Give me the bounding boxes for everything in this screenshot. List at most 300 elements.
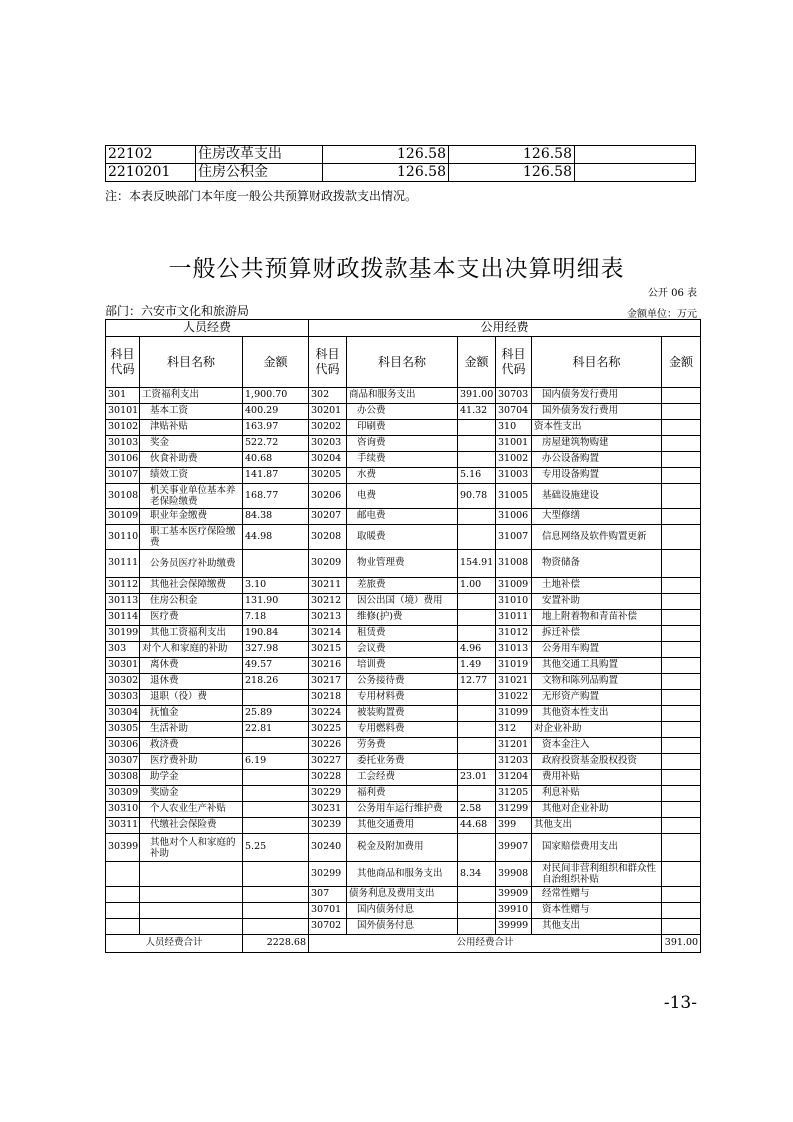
cell-n1: 助学金 <box>140 770 243 786</box>
cell-c1: 30199 <box>106 626 140 642</box>
public-group-header: 公用经费 <box>309 320 701 337</box>
cell-c1: 30399 <box>106 834 140 862</box>
cell-a3 <box>662 578 701 594</box>
cell-a2: 4.96 <box>458 642 496 658</box>
cell-n1: 工资福利支出 <box>140 388 243 404</box>
cell-a1: 6.19 <box>243 754 309 770</box>
cell-a3 <box>662 754 701 770</box>
cell-a1: 163.97 <box>243 420 309 436</box>
cell-n1: 职工基本医疗保险缴费 <box>140 525 243 550</box>
cell-c1: 303 <box>106 642 140 658</box>
cell-c3: 31099 <box>496 706 532 722</box>
cell-c2: 30209 <box>309 550 347 578</box>
cell-n3: 对民间非营利组织和群众性自治组织补贴 <box>532 862 662 887</box>
cell-n2: 租赁费 <box>347 626 458 642</box>
cell-c3: 31299 <box>496 802 532 818</box>
table-row <box>106 610 701 626</box>
cell-n1: 住房公积金 <box>140 594 243 610</box>
department-label: 部门：六安市文化和旅游局 <box>105 304 250 318</box>
cell-a3 <box>662 674 701 690</box>
cell-c3: 31005 <box>496 484 532 509</box>
cell-c3: 312 <box>496 722 532 738</box>
cell-n1: 救济费 <box>140 738 243 754</box>
cell-a2 <box>458 525 496 550</box>
cell-c2: 30228 <box>309 770 347 786</box>
cell-c2: 30702 <box>309 919 347 935</box>
cell-n1: 津贴补贴 <box>140 420 243 436</box>
table-row <box>106 388 701 404</box>
col-header-name: 科目名称 <box>347 337 458 388</box>
cell-n3: 基础设施建设 <box>532 484 662 509</box>
cell-n2: 工会经费 <box>347 770 458 786</box>
cell-n1: 其他工资福利支出 <box>140 626 243 642</box>
cell-a2: 23.01 <box>458 770 496 786</box>
cell-n2: 维修(护)费 <box>347 610 458 626</box>
cell-n3: 物资储备 <box>532 550 662 578</box>
cell-a1 <box>243 818 309 834</box>
cell-c1 <box>106 903 140 919</box>
cell-n2: 手续费 <box>347 452 458 468</box>
cell-a2 <box>458 706 496 722</box>
cell-c3: 31002 <box>496 452 532 468</box>
cell-c3: 31009 <box>496 578 532 594</box>
public-total-label: 公用经费合计 <box>309 935 662 953</box>
cell-a3 <box>662 919 701 935</box>
cell-n2: 办公费 <box>347 404 458 420</box>
cell-n3: 土地补偿 <box>532 578 662 594</box>
cell-n1: 机关事业单位基本养老保险缴费 <box>140 484 243 509</box>
cell-c2: 30205 <box>309 468 347 484</box>
cell-a2 <box>458 786 496 802</box>
cell-n1: 医疗费 <box>140 610 243 626</box>
cell-a3 <box>662 594 701 610</box>
cell-a3 <box>662 509 701 525</box>
cell-n3: 文物和陈列品购置 <box>532 674 662 690</box>
cell-a3 <box>662 626 701 642</box>
cell-n1: 基本工资 <box>140 404 243 420</box>
cell-n3: 公务用车购置 <box>532 642 662 658</box>
cell-a3 <box>662 770 701 786</box>
table-row <box>106 658 701 674</box>
cell-n3: 其他对企业补助 <box>532 802 662 818</box>
cell-c2: 30224 <box>309 706 347 722</box>
table-row <box>106 594 701 610</box>
cell-n2: 电费 <box>347 484 458 509</box>
cell-a2 <box>458 738 496 754</box>
cell-c2: 30206 <box>309 484 347 509</box>
cell-a1 <box>243 738 309 754</box>
cell-a2 <box>458 887 496 903</box>
cell-a2: 391.00 <box>458 388 496 404</box>
cell-c2: 30701 <box>309 903 347 919</box>
cell-a1 <box>243 690 309 706</box>
cell-a1: 5.25 <box>243 834 309 862</box>
cell-n2: 专用燃料费 <box>347 722 458 738</box>
cell-c1: 301 <box>106 388 140 404</box>
table-row <box>106 834 701 862</box>
cell-c1: 30307 <box>106 754 140 770</box>
col-header-name: 科目名称 <box>140 337 243 388</box>
cell-a1: 400.29 <box>243 404 309 420</box>
cell-n3: 无形资产购置 <box>532 690 662 706</box>
cell-a3 <box>662 818 701 834</box>
table-row <box>106 738 701 754</box>
cell-a2 <box>458 436 496 452</box>
cell-c1: 30301 <box>106 658 140 674</box>
table-row <box>106 626 701 642</box>
cell-a3 <box>662 903 701 919</box>
cell-c3: 31003 <box>496 468 532 484</box>
cell-c1: 30308 <box>106 770 140 786</box>
cell-n1: 职业年金缴费 <box>140 509 243 525</box>
unit-label: 金额单位：万元 <box>627 309 697 320</box>
cell-a3 <box>662 706 701 722</box>
cell-n1: 退职（役）费 <box>140 690 243 706</box>
cell-a2 <box>458 834 496 862</box>
cell-n2: 公务接待费 <box>347 674 458 690</box>
cell-a1: 40.68 <box>243 452 309 468</box>
cell-n2: 委托业务费 <box>347 754 458 770</box>
cell-c3: 31012 <box>496 626 532 642</box>
cell-a2 <box>458 626 496 642</box>
cell-c3: 310 <box>496 420 532 436</box>
cell-a1: 1,900.70 <box>243 388 309 404</box>
table-row <box>106 919 701 935</box>
cell-n3: 资本金注入 <box>532 738 662 754</box>
cell-a2 <box>458 690 496 706</box>
top-table-row <box>106 164 696 182</box>
cell-a3 <box>662 862 701 887</box>
table-row <box>106 404 701 420</box>
personnel-group-header: 人员经费 <box>106 320 309 337</box>
cell-c1: 30110 <box>106 525 140 550</box>
col-header-amount: 金额 <box>662 337 701 388</box>
cell-a3 <box>662 802 701 818</box>
cell-c1: 30309 <box>106 786 140 802</box>
cell-c1: 30108 <box>106 484 140 509</box>
cell-c2: 30229 <box>309 786 347 802</box>
cell-c2: 30239 <box>309 818 347 834</box>
cell-c2: 30212 <box>309 594 347 610</box>
table-row <box>106 509 701 525</box>
table-row <box>106 770 701 786</box>
col-header-code: 科目代码 <box>106 337 140 388</box>
cell-a2: 5.16 <box>458 468 496 484</box>
cell-a1 <box>243 550 309 578</box>
table-row <box>106 525 701 550</box>
cell-a1: 218.26 <box>243 674 309 690</box>
table-row <box>106 578 701 594</box>
cell-a2: 154.91 <box>458 550 496 578</box>
cell-c2: 30225 <box>309 722 347 738</box>
cell-c1 <box>106 862 140 887</box>
cell-a2 <box>458 903 496 919</box>
table-row <box>106 887 701 903</box>
cell-c1: 30306 <box>106 738 140 754</box>
cell-a3 <box>662 484 701 509</box>
cell-n2: 国外债务付息 <box>347 919 458 935</box>
table-row <box>106 436 701 452</box>
cell-c2: 307 <box>309 887 347 903</box>
cell-n3: 政府投资基金股权投资 <box>532 754 662 770</box>
cell-c2: 30208 <box>309 525 347 550</box>
cell-n2: 专用材料费 <box>347 690 458 706</box>
cell-c3: 31022 <box>496 690 532 706</box>
cell-a3 <box>662 452 701 468</box>
top-cell-v3 <box>575 164 696 182</box>
top-cell-v1: 126.58 <box>323 164 449 182</box>
cell-a2: 1.00 <box>458 578 496 594</box>
cell-c2: 302 <box>309 388 347 404</box>
cell-n3: 房屋建筑物购建 <box>532 436 662 452</box>
cell-c2: 30204 <box>309 452 347 468</box>
cell-a1 <box>243 770 309 786</box>
cell-n2: 邮电费 <box>347 509 458 525</box>
top-table-row <box>106 146 696 164</box>
table-row <box>106 550 701 578</box>
cell-a3 <box>662 404 701 420</box>
cell-a2 <box>458 420 496 436</box>
cell-a2: 8.34 <box>458 862 496 887</box>
cell-n1: 退休费 <box>140 674 243 690</box>
cell-a1 <box>243 786 309 802</box>
col-header-name: 科目名称 <box>532 337 662 388</box>
cell-n3: 办公设备购置 <box>532 452 662 468</box>
cell-c2: 30213 <box>309 610 347 626</box>
cell-n1 <box>140 903 243 919</box>
cell-c2: 30214 <box>309 626 347 642</box>
table-row <box>106 722 701 738</box>
cell-c2: 30217 <box>309 674 347 690</box>
top-cell-name: 住房改革支出 <box>196 146 323 164</box>
cell-c2: 30240 <box>309 834 347 862</box>
cell-n2: 水费 <box>347 468 458 484</box>
cell-c3: 31204 <box>496 770 532 786</box>
table-row <box>106 862 701 887</box>
cell-c1: 30304 <box>106 706 140 722</box>
cell-c3: 31013 <box>496 642 532 658</box>
cell-a3 <box>662 388 701 404</box>
cell-n3: 大型修缮 <box>532 509 662 525</box>
cell-a1: 168.77 <box>243 484 309 509</box>
table-row <box>106 754 701 770</box>
page-title: 一般公共预算财政拨款基本支出决算明细表 <box>168 256 625 282</box>
col-header-code: 科目代码 <box>309 337 347 388</box>
cell-n1: 奖励金 <box>140 786 243 802</box>
cell-n1 <box>140 862 243 887</box>
cell-n3: 利息补贴 <box>532 786 662 802</box>
cell-a1: 7.18 <box>243 610 309 626</box>
cell-a1: 3.10 <box>243 578 309 594</box>
cell-c1 <box>106 919 140 935</box>
cell-a3 <box>662 786 701 802</box>
cell-a2 <box>458 610 496 626</box>
cell-c3: 31203 <box>496 754 532 770</box>
cell-n3: 专用设备购置 <box>532 468 662 484</box>
cell-n2: 劳务费 <box>347 738 458 754</box>
cell-a3 <box>662 834 701 862</box>
cell-c2: 30202 <box>309 420 347 436</box>
cell-n1: 绩效工资 <box>140 468 243 484</box>
cell-c3: 31205 <box>496 786 532 802</box>
cell-c3: 39907 <box>496 834 532 862</box>
cell-c2: 30216 <box>309 658 347 674</box>
cell-c2: 30215 <box>309 642 347 658</box>
cell-c2: 30227 <box>309 754 347 770</box>
col-header-amount: 金额 <box>243 337 309 388</box>
cell-c2: 30203 <box>309 436 347 452</box>
cell-c1: 30111 <box>106 550 140 578</box>
cell-c1: 30311 <box>106 818 140 834</box>
cell-a3 <box>662 738 701 754</box>
cell-c1: 30102 <box>106 420 140 436</box>
cell-a3 <box>662 887 701 903</box>
cell-c3: 31011 <box>496 610 532 626</box>
cell-n3: 地上附着物和青苗补偿 <box>532 610 662 626</box>
cell-c3: 399 <box>496 818 532 834</box>
cell-n1: 代缴社会保险费 <box>140 818 243 834</box>
cell-n2: 其他商品和服务支出 <box>347 862 458 887</box>
cell-a3 <box>662 722 701 738</box>
cell-c3: 31019 <box>496 658 532 674</box>
cell-a3 <box>662 610 701 626</box>
cell-n1: 其他社会保障缴费 <box>140 578 243 594</box>
cell-a2 <box>458 509 496 525</box>
table-row <box>106 452 701 468</box>
table-row <box>106 690 701 706</box>
cell-n3: 拆迁补偿 <box>532 626 662 642</box>
cell-n1: 抚恤金 <box>140 706 243 722</box>
cell-a2 <box>458 594 496 610</box>
cell-c1: 30302 <box>106 674 140 690</box>
cell-n1 <box>140 887 243 903</box>
cell-a1: 84.38 <box>243 509 309 525</box>
cell-n2: 商品和服务支出 <box>347 388 458 404</box>
cell-a1 <box>243 862 309 887</box>
cell-n2: 差旅费 <box>347 578 458 594</box>
cell-c1: 30303 <box>106 690 140 706</box>
cell-n3: 资本性赠与 <box>532 903 662 919</box>
cell-a1: 44.98 <box>243 525 309 550</box>
top-cell-name: 住房公积金 <box>196 164 323 182</box>
cell-c3: 30704 <box>496 404 532 420</box>
cell-c2: 30218 <box>309 690 347 706</box>
cell-c1: 30113 <box>106 594 140 610</box>
cell-n1 <box>140 919 243 935</box>
table-row <box>106 802 701 818</box>
cell-n2: 债务利息及费用支出 <box>347 887 458 903</box>
cell-a2: 90.78 <box>458 484 496 509</box>
cell-n1: 生活补助 <box>140 722 243 738</box>
cell-n1: 对个人和家庭的补助 <box>140 642 243 658</box>
cell-c2: 30207 <box>309 509 347 525</box>
cell-c1: 30305 <box>106 722 140 738</box>
cell-n2: 其他交通费用 <box>347 818 458 834</box>
page-number: -13- <box>663 993 697 1013</box>
cell-c1 <box>106 887 140 903</box>
cell-n2: 因公出国（境）费用 <box>347 594 458 610</box>
cell-c3: 31008 <box>496 550 532 578</box>
table-number: 公开 06 表 <box>647 288 697 299</box>
cell-n3: 资本性支出 <box>532 420 662 436</box>
table-row <box>106 468 701 484</box>
cell-a2: 44.68 <box>458 818 496 834</box>
cell-c2: 30299 <box>309 862 347 887</box>
personnel-total-value: 2228.68 <box>243 935 309 953</box>
cell-a2: 41.32 <box>458 404 496 420</box>
cell-a2 <box>458 452 496 468</box>
cell-n3: 其他支出 <box>532 818 662 834</box>
cell-n1: 奖金 <box>140 436 243 452</box>
cell-n3: 安置补助 <box>532 594 662 610</box>
cell-c2: 30231 <box>309 802 347 818</box>
cell-n3: 对企业补助 <box>532 722 662 738</box>
detail-table <box>105 319 701 953</box>
top-cell-v2: 126.58 <box>449 146 575 164</box>
cell-a1: 25.89 <box>243 706 309 722</box>
table-row <box>106 706 701 722</box>
cell-a1: 190.84 <box>243 626 309 642</box>
cell-c2: 30226 <box>309 738 347 754</box>
cell-a2 <box>458 919 496 935</box>
cell-a3 <box>662 468 701 484</box>
cell-n3: 国家赔偿费用支出 <box>532 834 662 862</box>
cell-a1: 131.90 <box>243 594 309 610</box>
cell-c1: 30103 <box>106 436 140 452</box>
top-cell-code: 2210201 <box>106 164 196 182</box>
cell-n1: 个人农业生产补贴 <box>140 802 243 818</box>
top-cell-code: 22102 <box>106 146 196 164</box>
cell-n2: 福利费 <box>347 786 458 802</box>
cell-a3 <box>662 525 701 550</box>
cell-a1 <box>243 919 309 935</box>
table-row <box>106 484 701 509</box>
cell-n2: 被装购置费 <box>347 706 458 722</box>
cell-c1: 30107 <box>106 468 140 484</box>
cell-a3 <box>662 550 701 578</box>
cell-c3: 31201 <box>496 738 532 754</box>
cell-c3: 39909 <box>496 887 532 903</box>
table-row <box>106 642 701 658</box>
cell-c3: 39910 <box>496 903 532 919</box>
cell-n3: 经常性赠与 <box>532 887 662 903</box>
cell-a2: 2.58 <box>458 802 496 818</box>
cell-n3: 国外债务发行费用 <box>532 404 662 420</box>
cell-c2: 30201 <box>309 404 347 420</box>
top-cell-v2: 126.58 <box>449 164 575 182</box>
table-row <box>106 786 701 802</box>
cell-c3: 31006 <box>496 509 532 525</box>
cell-n2: 物业管理费 <box>347 550 458 578</box>
cell-n3: 国内债务发行费用 <box>532 388 662 404</box>
cell-n2: 税金及附加费用 <box>347 834 458 862</box>
cell-n3: 费用补贴 <box>532 770 662 786</box>
cell-c3: 39908 <box>496 862 532 887</box>
cell-a3 <box>662 436 701 452</box>
cell-n1: 离休费 <box>140 658 243 674</box>
cell-c1: 30310 <box>106 802 140 818</box>
top-table <box>105 145 696 182</box>
cell-a1: 522.72 <box>243 436 309 452</box>
cell-c1: 30106 <box>106 452 140 468</box>
cell-a3 <box>662 642 701 658</box>
cell-n2: 取暖费 <box>347 525 458 550</box>
cell-a2: 12.77 <box>458 674 496 690</box>
cell-a1 <box>243 802 309 818</box>
table-note: 注：本表反映部门本年度一般公共预算财政拨款支出情况。 <box>105 189 418 203</box>
cell-a1: 22.81 <box>243 722 309 738</box>
cell-n2: 公务用车运行维护费 <box>347 802 458 818</box>
